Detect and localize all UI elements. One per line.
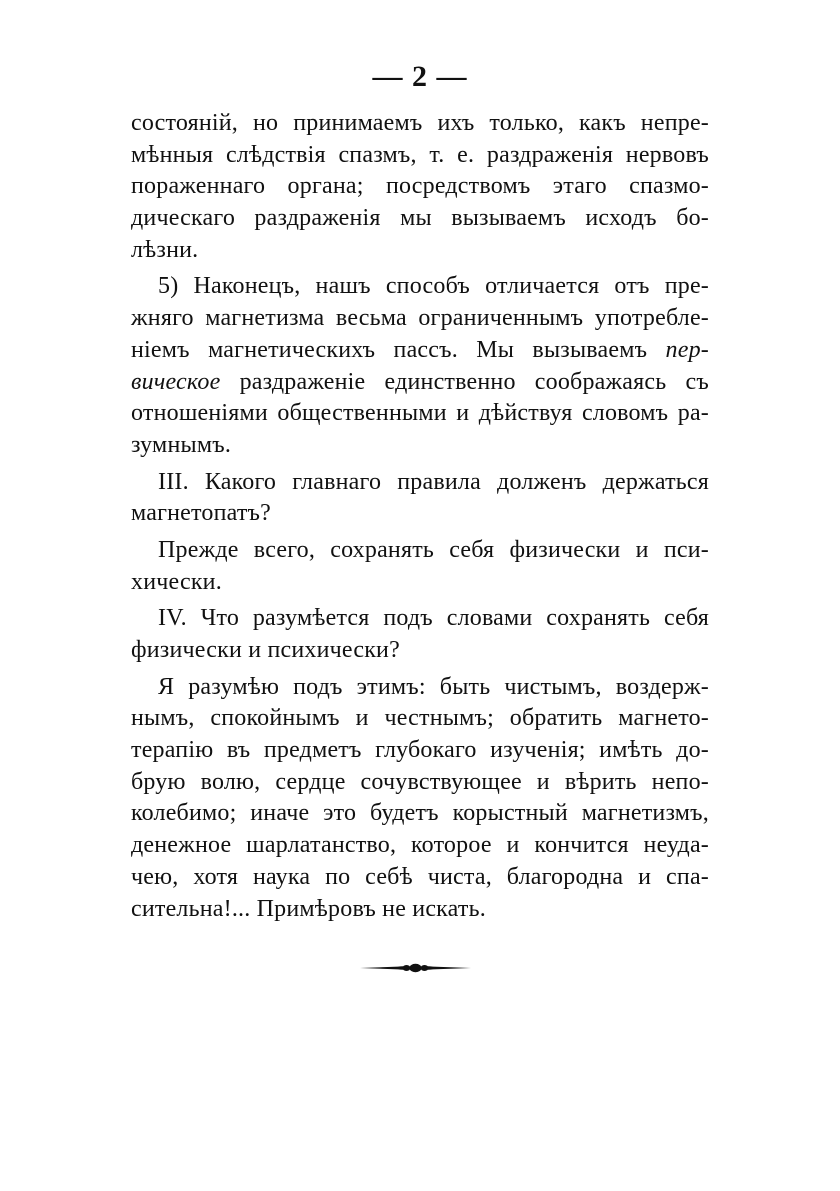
- text-line: отношеніями общественными и дѣйствуя словомъ ра-: [131, 400, 709, 427]
- text-line: магнетопатъ?: [131, 500, 272, 527]
- text-line: терапію въ предметъ глубокаго изученія; имѣть до-: [131, 737, 709, 764]
- text-line: зумнымъ.: [131, 431, 232, 458]
- text-line: брую волю, сердце сочувствующее и вѣрить непо-: [131, 768, 709, 795]
- text-line: хически.: [131, 568, 222, 595]
- end-ornament-icon: [358, 956, 473, 980]
- text-line: пораженнаго органа; посредствомъ этаго спазмо-: [131, 173, 709, 200]
- text-line: III. Какого главнаго правила долженъ держаться: [158, 468, 709, 495]
- text-line: Я разумѣю подъ этимъ: быть чистымъ, воздерж-: [158, 673, 709, 700]
- body-text: [131, 108, 709, 925]
- text-line: денежное шарлатанство, которое и кончится неуда-: [131, 832, 709, 859]
- text-line: IV. Что разумѣется подъ словами сохранять себя: [158, 605, 709, 632]
- text-line: ніемъ магнетическихъ пассъ. Мы вызываемъ пер-: [131, 336, 709, 363]
- text-line: чею, хотя наука по себѣ чиста, благородна и спа-: [131, 863, 709, 890]
- italic-word: пер-: [665, 336, 709, 363]
- text-line: состояній, но принимаемъ ихъ только, какъ непре-: [131, 110, 709, 136]
- text-line: колебимо; иначе это будетъ корыстный магнетизмъ,: [131, 800, 709, 827]
- text-line: лѣзни.: [131, 236, 199, 263]
- text-line: сительна!... Примѣровъ не искать.: [131, 895, 486, 922]
- text-line: физически и психически?: [131, 637, 400, 663]
- text-line: нымъ, спокойнымъ и честнымъ; обратить магнето-: [131, 705, 709, 732]
- page-number: — 2 —: [372, 60, 468, 93]
- text-line: 5) Наконецъ, нашъ способъ отличается отъ пре-: [158, 273, 709, 300]
- text-line: дическаго раздраженія мы вызываемъ исходъ бо-: [131, 205, 709, 232]
- text-line: жняго магнетизма весьма ограниченнымъ употребле-: [131, 305, 709, 332]
- text-line: мѣнныя слѣдствія спазмъ, т. е. раздраженія нервовъ: [131, 141, 709, 168]
- italic-word: вическое: [131, 368, 221, 395]
- text-line: вическое раздраженіе единственно соображаясь съ: [131, 368, 709, 395]
- text-line: Прежде всего, сохранять себя физически и пси-: [158, 536, 709, 563]
